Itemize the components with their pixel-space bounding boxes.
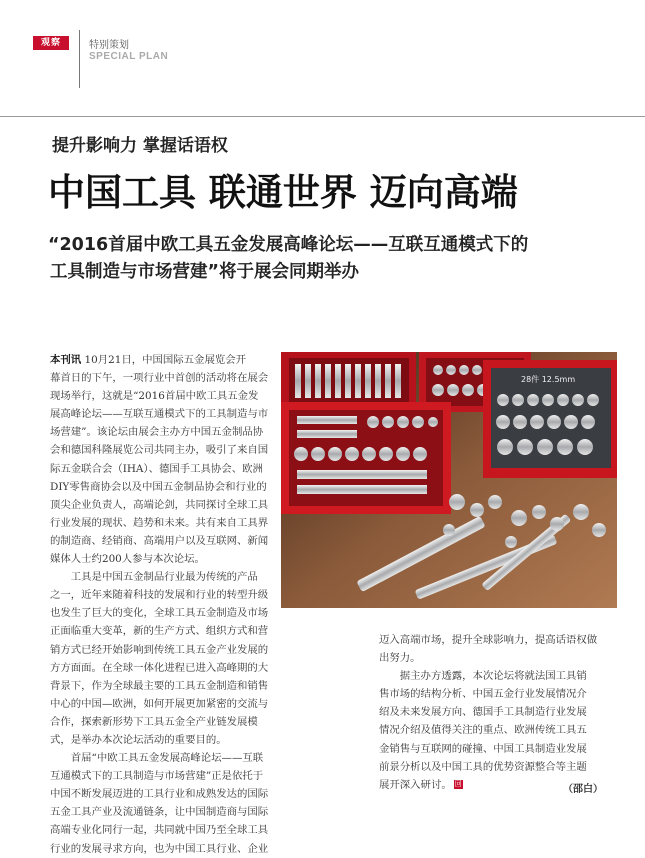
kicker-heading: 提升影响力 掌握话语权	[52, 136, 228, 156]
body-line: 中心的中国—欧洲，如何开展更加紧密的交流与	[50, 697, 269, 710]
body-text: 10月21日，中国国际五金展览会开	[84, 354, 247, 366]
toolbox-back-left	[281, 352, 416, 410]
body-line: 际五金联合会（IHA）、德国手工具协会、欧洲	[50, 462, 263, 475]
body-line: 行业发展的现状、趋势和未来。共有来自工具界	[50, 516, 269, 529]
body-line: 现场举行，这就是“2016首届中欧工具五金发	[50, 390, 259, 403]
body-line: 之一，近年来随着科技的发展和行业的转型升级	[50, 589, 269, 602]
body-line: 前景分析以及中国工具的优势资源整合等主题	[379, 760, 587, 773]
body-column-right	[379, 631, 609, 794]
body-line: 销方式已经开始影响到传统工具五金产业发展的	[50, 643, 269, 656]
body-line: 售市场的结构分析、中国五金行业发展情况介	[379, 688, 587, 701]
section-name-en: SPECIAL PLAN	[89, 51, 169, 62]
body-line: 场营建”。该论坛由展会主办方中国五金制品协	[50, 426, 264, 439]
toolbox-front-left	[281, 402, 451, 514]
body-line: 行业的发展寻求方向，也为中国工具行业、企业	[50, 842, 269, 855]
body-line: 背景下，作为全球最主要的工具五金制造和销售	[50, 679, 269, 692]
body-line: 据主办方透露，本次论坛将就法国工具销	[379, 670, 587, 683]
body-line	[50, 351, 276, 369]
header-rule	[0, 116, 645, 117]
body-line: 媒体人士约200人参与本次论坛。	[50, 553, 205, 566]
body-line: 正面临重大变革，新的生产方式、组织方式和营	[50, 625, 269, 638]
body-line: 工具是中国五金制品行业最为传统的产品	[50, 571, 258, 584]
body-line: 高端专业化同行一起，共同就中国乃至全球工具	[50, 824, 269, 837]
toolbox-right	[483, 360, 617, 478]
case-label: 28件 12.5mm	[521, 375, 576, 384]
page-title: 中国工具 联通世界 迈向高端	[48, 170, 518, 214]
body-text: 展开深入研讨。	[379, 778, 452, 791]
section-name-cn: 特别策划	[89, 40, 129, 51]
body-line: 幕首日的下午，一项行业中首创的活动将在展会	[50, 372, 269, 385]
subtitle-line: “2016首届中欧工具五金发展高峰论坛——互联互通模式下的	[48, 235, 529, 255]
subtitle	[48, 232, 608, 286]
body-line: 合作，探索新形势下工具五金全产业链发展模	[50, 715, 258, 728]
end-mark-icon: 回	[454, 780, 462, 789]
body-line: 迈入高端市场，提升全球影响力，提高话语权做	[379, 634, 598, 646]
body-line: 出努力。	[379, 652, 421, 665]
body-line: 的制造商、经销商、高端用户以及互联网、新闻	[50, 534, 269, 547]
header-divider	[79, 30, 80, 88]
tool-sets-photo	[281, 352, 617, 608]
section-badge: 观察	[33, 36, 69, 50]
body-column-left	[50, 351, 276, 858]
body-line: 式，是举办本次论坛活动的重要目的。	[50, 733, 227, 746]
body-line: 金销售与互联网的碰撞、中国工具制造业发展	[379, 742, 587, 755]
subtitle-line: 工具制造与市场营建”将于展会同期举办	[50, 262, 360, 282]
lead-label: 本刊讯	[50, 354, 82, 366]
body-line: 五金工具产业及流通链条，让中国制造商与国际	[50, 806, 269, 819]
body-line: 首届“中欧工具五金发展高峰论坛——互联	[50, 752, 264, 765]
body-line: 也发生了巨大的变化，全球工具五金制造及市场	[50, 607, 269, 620]
body-line: 会和德国科隆展览公司共同主办，吸引了来自国	[50, 444, 269, 457]
body-line: 绍及未来发展方向、德国手工具制造行业发展	[379, 706, 587, 719]
body-line: 展高峰论坛——互联互通模式下的工具制造与市	[50, 408, 269, 421]
body-line: 顶尖企业负责人，高端论剑，共同探讨全球工具	[50, 498, 269, 511]
body-line: 情况介绍及值得关注的重点、欧洲传统工具五	[379, 724, 587, 737]
body-line: 互通模式下的工具制造与市场营建”正是依托于	[50, 770, 264, 783]
body-line: 中国不断发展迈进的工具行业和成熟发达的国际	[50, 788, 269, 801]
author-credit: （邵白）	[563, 784, 603, 795]
body-line: DIY零售商协会以及中国五金制品协会和行业的	[50, 480, 267, 493]
body-line: 方方面面。在全球一体化进程已进入高峰期的大	[50, 661, 269, 674]
